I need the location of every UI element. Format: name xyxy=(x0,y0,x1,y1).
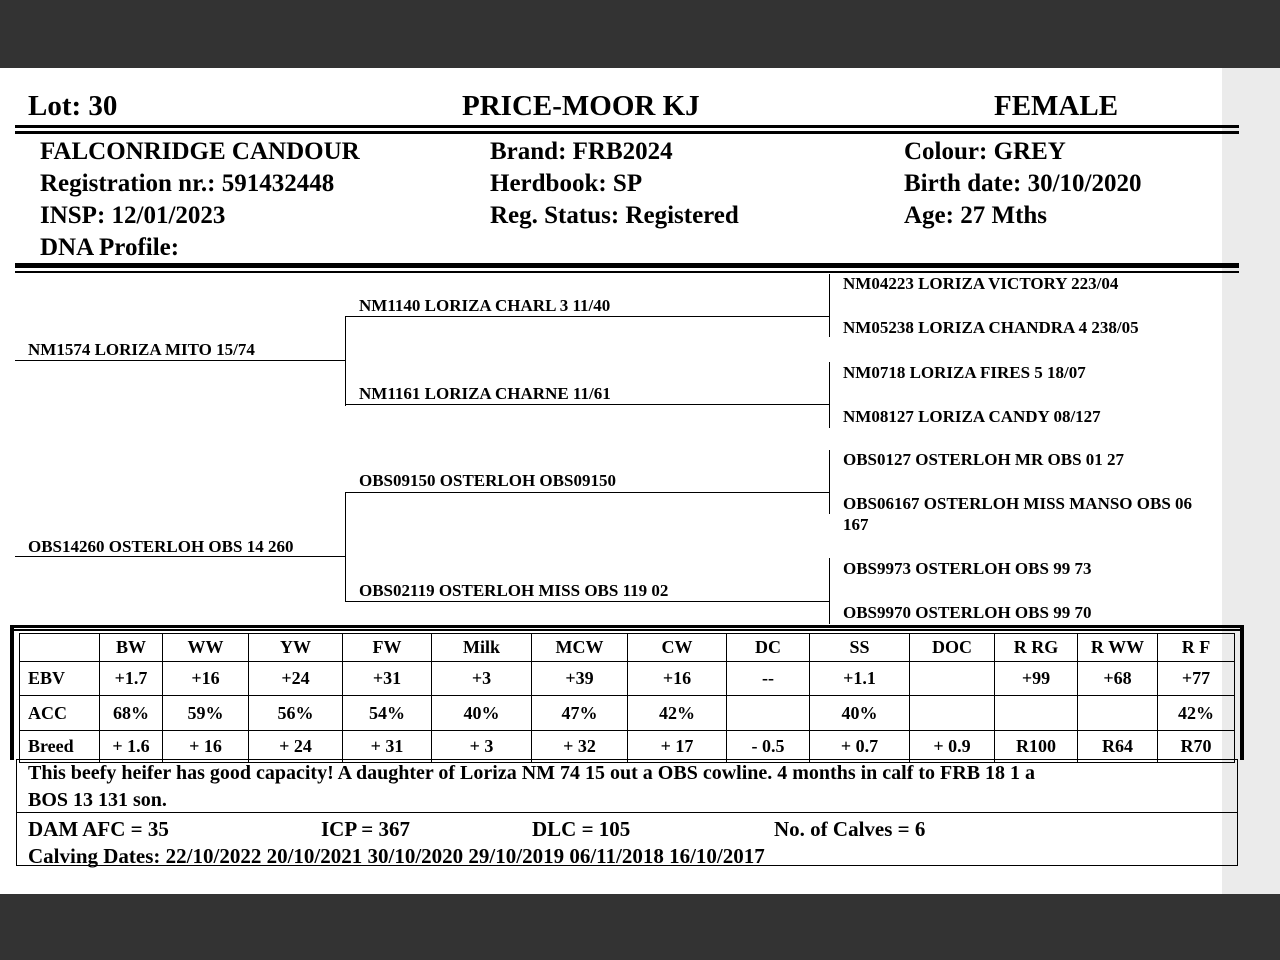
ebv-header-cell: Milk xyxy=(432,634,532,662)
ebv-header-cell: WW xyxy=(163,634,249,662)
ebv-cell: 56% xyxy=(249,696,343,731)
ebv-header-cell: FW xyxy=(343,634,432,662)
pedigree-sss: NM04223 LORIZA VICTORY 223/04 xyxy=(843,274,1119,293)
seller-name: PRICE-MOOR KJ xyxy=(462,90,700,122)
dd-bracket xyxy=(829,558,830,624)
registration-status: Reg. Status: Registered xyxy=(490,202,739,229)
pedigree-sds: NM0718 LORIZA FIRES 5 18/07 xyxy=(843,363,1086,382)
pedigree-dam-sire: OBS09150 OSTERLOH OBS09150 xyxy=(359,471,616,490)
ebv-row xyxy=(20,731,1235,763)
ds-bracket xyxy=(829,450,830,514)
ebv-cell: - 0.5 xyxy=(727,731,810,763)
inspection-date: INSP: 12/01/2023 xyxy=(40,202,226,229)
notes-divider xyxy=(17,812,1237,813)
ebv-row-label: Breed xyxy=(20,731,100,763)
sd-bracket xyxy=(829,362,830,428)
ebv-table xyxy=(19,633,1235,763)
birth-date: Birth date: 30/10/2020 xyxy=(904,170,1142,197)
lot-number: Lot: 30 xyxy=(28,90,118,122)
colour: Colour: GREY xyxy=(904,138,1066,165)
dam-bracket xyxy=(345,492,346,602)
calving-dates: Calving Dates: 22/10/2022 20/10/2021 30/10/2020 29/10/2019 06/11/2018 16/10/2017 xyxy=(28,844,765,868)
ebv-cell: + 3 xyxy=(432,731,532,763)
ebv-header-cell: CW xyxy=(628,634,727,662)
comment-line-1: This beefy heifer has good capacity! A daughter of Loriza NM 74 15 out a OBS cowline. 4 months in calf to FRB 18 1 a xyxy=(28,762,1036,784)
ebv-header-cell: R F xyxy=(1158,634,1235,662)
pedigree-dsd: OBS06167 OSTERLOH MISS MANSO OBS 06 xyxy=(843,494,1193,513)
ebv-cell: +39 xyxy=(532,662,628,696)
ebv-cell: +16 xyxy=(163,662,249,696)
ebv-header-cell: DOC xyxy=(910,634,995,662)
pedigree-dam: OBS14260 OSTERLOH OBS 14 260 xyxy=(28,537,294,556)
ebv-header-cell: YW xyxy=(249,634,343,662)
ebv-cell: +31 xyxy=(343,662,432,696)
header-rule-bottom xyxy=(15,131,1239,134)
ss-line xyxy=(345,316,830,317)
ebv-cell xyxy=(727,696,810,731)
ebv-row xyxy=(20,662,1235,696)
info-rule-top xyxy=(15,263,1239,268)
ebv-cell: +24 xyxy=(249,662,343,696)
pedigree-sire: NM1574 LORIZA MITO 15/74 xyxy=(28,340,255,359)
brand: Brand: FRB2024 xyxy=(490,138,673,165)
ebv-header-cell: DC xyxy=(727,634,810,662)
ebv-cell: +99 xyxy=(995,662,1078,696)
dlc: DLC = 105 xyxy=(532,817,631,841)
ebv-cell: R100 xyxy=(995,731,1078,763)
ebv-cell xyxy=(1078,696,1158,731)
pedigree-ddd: OBS9970 OSTERLOH OBS 99 70 xyxy=(843,603,1092,622)
ebv-header-row xyxy=(20,634,1235,662)
header-rule-top xyxy=(15,125,1239,128)
registration-number: Registration nr.: 591432448 xyxy=(40,170,335,197)
comment-line-2: BOS 13 131 son. xyxy=(28,789,167,811)
pedigree-dss: OBS0127 OSTERLOH MR OBS 01 27 xyxy=(843,450,1125,469)
dam-afc: DAM AFC = 35 xyxy=(28,817,169,841)
table-frame-top-inner xyxy=(10,629,1244,631)
ebv-row-label: EBV xyxy=(20,662,100,696)
ebv-cell: 42% xyxy=(628,696,727,731)
table-frame-right xyxy=(1240,625,1244,760)
pedigree-dsd-cont: 167 xyxy=(843,515,869,534)
dna-profile: DNA Profile: xyxy=(40,234,180,261)
pedigree-sdd: NM08127 LORIZA CANDY 08/127 xyxy=(843,407,1101,426)
ebv-cell: R70 xyxy=(1158,731,1235,763)
ebv-cell xyxy=(995,696,1078,731)
table-frame-left xyxy=(10,625,14,760)
ds-line xyxy=(345,492,830,493)
ebv-cell: + 1.6 xyxy=(100,731,163,763)
ebv-cell xyxy=(910,696,995,731)
ebv-cell: + 0.9 xyxy=(910,731,995,763)
sex-label: FEMALE xyxy=(994,90,1119,122)
ebv-cell: + 32 xyxy=(532,731,628,763)
pedigree-sire-dam: NM1161 LORIZA CHARNE 11/61 xyxy=(359,384,611,403)
ebv-cell: 40% xyxy=(432,696,532,731)
ebv-row-label: ACC xyxy=(20,696,100,731)
ebv-cell: + 24 xyxy=(249,731,343,763)
ebv-cell: 40% xyxy=(810,696,910,731)
ss-bracket xyxy=(829,274,830,337)
ebv-cell: +16 xyxy=(628,662,727,696)
ebv-header-cell: BW xyxy=(100,634,163,662)
ebv-cell: 54% xyxy=(343,696,432,731)
herdbook: Herdbook: SP xyxy=(490,170,643,197)
ebv-cell: -- xyxy=(727,662,810,696)
ebv-header-cell: SS xyxy=(810,634,910,662)
sire-bracket xyxy=(345,316,346,406)
ebv-cell: 42% xyxy=(1158,696,1235,731)
ebv-cell: +77 xyxy=(1158,662,1235,696)
ebv-header-cell: R RG xyxy=(995,634,1078,662)
ebv-cell: + 31 xyxy=(343,731,432,763)
ebv-cell: +1.7 xyxy=(100,662,163,696)
ebv-header-cell xyxy=(20,634,100,662)
table-frame-top xyxy=(10,625,1244,628)
ebv-cell: + 0.7 xyxy=(810,731,910,763)
dd-line xyxy=(345,601,830,602)
ebv-row xyxy=(20,696,1235,731)
pedigree-sire-sire: NM1140 LORIZA CHARL 3 11/40 xyxy=(359,296,611,315)
lot-card xyxy=(0,68,1222,894)
info-rule-bottom xyxy=(15,271,1239,273)
ebv-cell xyxy=(910,662,995,696)
animal-name: FALCONRIDGE CANDOUR xyxy=(40,138,360,165)
sire-line xyxy=(15,360,346,361)
ebv-header-cell: R WW xyxy=(1078,634,1158,662)
sd-line xyxy=(345,404,830,405)
pedigree-dds: OBS9973 OSTERLOH OBS 99 73 xyxy=(843,559,1092,578)
ebv-cell: 68% xyxy=(100,696,163,731)
ebv-cell: +68 xyxy=(1078,662,1158,696)
ebv-header-cell: MCW xyxy=(532,634,628,662)
ebv-cell: + 16 xyxy=(163,731,249,763)
number-of-calves: No. of Calves = 6 xyxy=(774,817,926,841)
ebv-cell: +3 xyxy=(432,662,532,696)
pedigree-dam-dam: OBS02119 OSTERLOH MISS OBS 119 02 xyxy=(359,581,669,600)
ebv-cell: 47% xyxy=(532,696,628,731)
ebv-cell: 59% xyxy=(163,696,249,731)
ebv-cell: +1.1 xyxy=(810,662,910,696)
age: Age: 27 Mths xyxy=(904,202,1048,229)
pedigree-ssd: NM05238 LORIZA CHANDRA 4 238/05 xyxy=(843,318,1139,337)
icp: ICP = 367 xyxy=(321,817,410,841)
ebv-cell: R64 xyxy=(1078,731,1158,763)
ebv-cell: + 17 xyxy=(628,731,727,763)
